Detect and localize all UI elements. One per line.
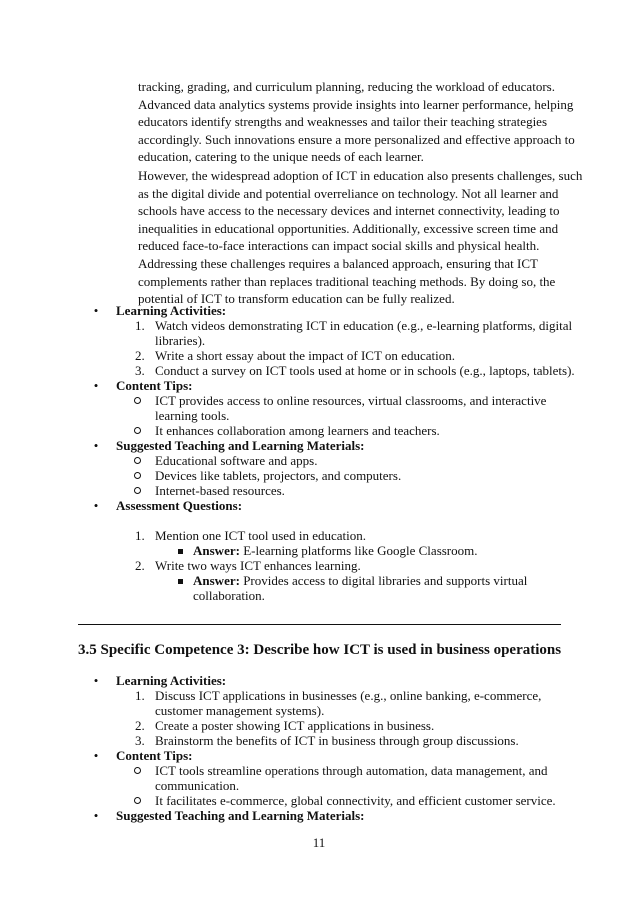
assessment-heading: Assessment Questions:	[116, 498, 243, 513]
bullet-icon: •	[93, 748, 99, 763]
list-item: Write a short essay about the impact of ICT on education.	[155, 348, 455, 363]
list-item: ICT tools streamline operations through automation, data management, and communication.	[155, 763, 548, 793]
square-bullet-icon	[178, 579, 183, 584]
materials-heading: Suggested Teaching and Learning Materials:	[116, 808, 365, 823]
list-number: 1.	[135, 688, 145, 703]
list-number: 2.	[135, 348, 145, 363]
square-bullet-icon	[178, 549, 183, 554]
bullet-icon: •	[93, 303, 99, 318]
section-divider	[78, 624, 561, 625]
list-item: It enhances collaboration among learners and teachers.	[155, 423, 440, 438]
list-number: 2.	[135, 718, 145, 733]
circle-bullet-icon	[134, 472, 141, 479]
circle-bullet-icon	[134, 487, 141, 494]
answer-text: Provides access to digital libraries and supports virtual collaboration.	[193, 573, 528, 603]
list-number: 1.	[135, 318, 145, 333]
circle-bullet-icon	[134, 767, 141, 774]
circle-bullet-icon	[134, 427, 141, 434]
intro-paragraph-1: tracking, grading, and curriculum planning, reducing the workload of educators. Advanced data analytics systems provide insights into learner performance, helping educators identify strengths and weaknesses and tailor their teaching strategies accordingly. Such innovations ensure a more personalized and effective approach to education, catering to the unique needs of each learner.	[138, 79, 575, 165]
answer-line	[193, 543, 478, 558]
list-number: 3.	[135, 733, 145, 748]
question-text: Mention one ICT tool used in education.	[155, 528, 366, 543]
answer-text: E-learning platforms like Google Classroom.	[243, 543, 478, 558]
bullet-icon: •	[93, 438, 99, 453]
content-tips-heading: Content Tips:	[116, 748, 193, 763]
list-item: Devices like tablets, projectors, and computers.	[155, 468, 402, 483]
list-item: Create a poster showing ICT applications in business.	[155, 718, 435, 733]
bullet-icon: •	[93, 808, 99, 823]
page-number: 11	[312, 835, 326, 850]
list-item: Discuss ICT applications in businesses (e.g., online banking, e-commerce, customer management systems).	[155, 688, 542, 718]
question-text: Write two ways ICT enhances learning.	[155, 558, 361, 573]
bullet-icon: •	[93, 673, 99, 688]
list-number: 3.	[135, 363, 145, 378]
list-item: Brainstorm the benefits of ICT in business through group discussions.	[155, 733, 519, 748]
intro-paragraph-2: However, the widespread adoption of ICT in education also presents challenges, such as the digital divide and potential overreliance on technology. Not all learner and schools have access to the necessary devices and internet connectivity, leading to inequalities in educational opportunities. Additionally, excessive screen time and reduced face-to-face interactions can impact social skills and physical health. Addressing these challenges requires a balanced approach, ensuring that ICT complements rather than replaces traditional teaching methods. By doing so, the potential of ICT to transform education can be fully realized.	[138, 168, 583, 307]
bullet-icon: •	[93, 498, 99, 513]
list-item: ICT provides access to online resources, virtual classrooms, and interactive learning tools.	[155, 393, 547, 423]
answer-label: Answer:	[193, 573, 240, 588]
circle-bullet-icon	[134, 397, 141, 404]
list-item: Educational software and apps.	[155, 453, 318, 468]
list-item: Watch videos demonstrating ICT in education (e.g., e-learning platforms, digital libraries).	[155, 318, 573, 348]
learning-activities-heading: Learning Activities:	[116, 673, 227, 688]
learning-activities-heading: Learning Activities:	[116, 303, 227, 318]
bullet-icon: •	[93, 378, 99, 393]
list-item: It facilitates e-commerce, global connectivity, and efficient customer service.	[155, 793, 556, 808]
list-item: Internet-based resources.	[155, 483, 285, 498]
circle-bullet-icon	[134, 457, 141, 464]
section-heading: 3.5 Specific Competence 3: Describe how ICT is used in business operations	[78, 642, 562, 658]
answer-label: Answer:	[193, 543, 240, 558]
answer-line	[193, 573, 538, 603]
circle-bullet-icon	[134, 797, 141, 804]
list-item: Conduct a survey on ICT tools used at home or in schools (e.g., laptops, tablets).	[155, 363, 575, 378]
list-number: 1.	[135, 528, 145, 543]
list-number: 2.	[135, 558, 145, 573]
materials-heading: Suggested Teaching and Learning Materials:	[116, 438, 365, 453]
content-tips-heading: Content Tips:	[116, 378, 193, 393]
